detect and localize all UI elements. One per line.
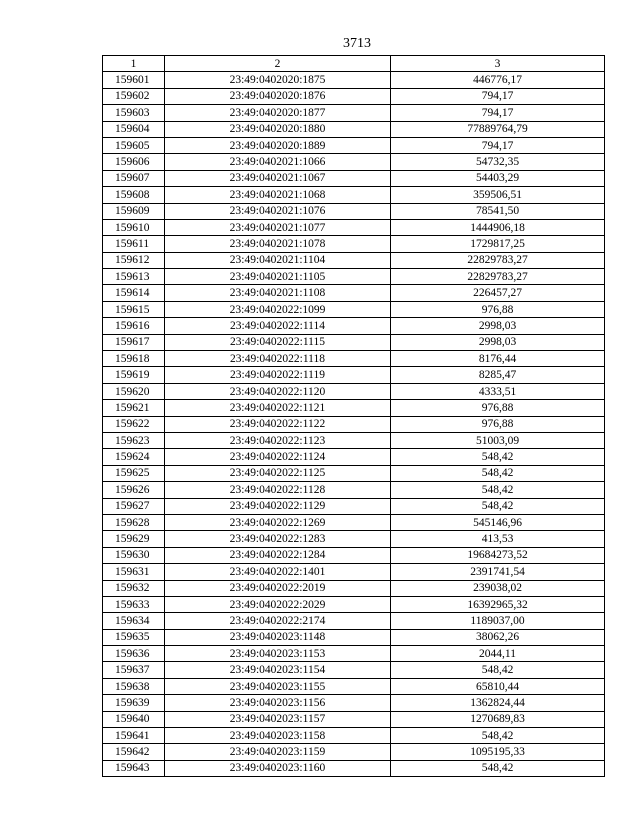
column-header: 2 bbox=[165, 56, 391, 72]
table-row bbox=[103, 514, 605, 530]
table-row bbox=[103, 154, 605, 170]
row-number-cell: 159620 bbox=[103, 383, 165, 399]
table-row bbox=[103, 105, 605, 121]
value-cell: 548,42 bbox=[391, 449, 605, 465]
cadastral-number-cell: 23:49:0402022:1124 bbox=[165, 449, 391, 465]
table-row bbox=[103, 449, 605, 465]
table-row bbox=[103, 269, 605, 285]
value-cell: 22829783,27 bbox=[391, 252, 605, 268]
cadastral-number-cell: 23:49:0402022:2019 bbox=[165, 580, 391, 596]
table-row bbox=[103, 646, 605, 662]
row-number-cell: 159627 bbox=[103, 498, 165, 514]
cadastral-number-cell: 23:49:0402023:1157 bbox=[165, 711, 391, 727]
value-cell: 1444906,18 bbox=[391, 219, 605, 235]
table-row bbox=[103, 629, 605, 645]
column-header: 1 bbox=[103, 56, 165, 72]
row-number-cell: 159613 bbox=[103, 269, 165, 285]
cadastral-number-cell: 23:49:0402022:1119 bbox=[165, 367, 391, 383]
value-cell: 2044,11 bbox=[391, 646, 605, 662]
value-cell: 1095195,33 bbox=[391, 744, 605, 760]
value-cell: 976,88 bbox=[391, 400, 605, 416]
table-row bbox=[103, 760, 605, 776]
table-row bbox=[103, 301, 605, 317]
value-cell: 226457,27 bbox=[391, 285, 605, 301]
row-number-cell: 159622 bbox=[103, 416, 165, 432]
cadastral-number-cell: 23:49:0402022:1269 bbox=[165, 514, 391, 530]
value-cell: 22829783,27 bbox=[391, 269, 605, 285]
row-number-cell: 159605 bbox=[103, 137, 165, 153]
cadastral-number-cell: 23:49:0402021:1066 bbox=[165, 154, 391, 170]
value-cell: 54732,35 bbox=[391, 154, 605, 170]
cadastral-number-cell: 23:49:0402023:1158 bbox=[165, 728, 391, 744]
table-row bbox=[103, 400, 605, 416]
value-cell: 548,42 bbox=[391, 728, 605, 744]
cadastral-number-cell: 23:49:0402023:1148 bbox=[165, 629, 391, 645]
value-cell: 548,42 bbox=[391, 498, 605, 514]
table-row bbox=[103, 465, 605, 481]
table-row bbox=[103, 695, 605, 711]
table-row bbox=[103, 416, 605, 432]
value-cell: 1729817,25 bbox=[391, 236, 605, 252]
row-number-cell: 159616 bbox=[103, 318, 165, 334]
table-body bbox=[103, 72, 605, 777]
table-row bbox=[103, 203, 605, 219]
value-cell: 1270689,83 bbox=[391, 711, 605, 727]
row-number-cell: 159634 bbox=[103, 613, 165, 629]
table-row bbox=[103, 432, 605, 448]
cadastral-number-cell: 23:49:0402022:1115 bbox=[165, 334, 391, 350]
value-cell: 1362824,44 bbox=[391, 695, 605, 711]
row-number-cell: 159623 bbox=[103, 432, 165, 448]
cadastral-number-cell: 23:49:0402023:1155 bbox=[165, 678, 391, 694]
value-cell: 1189037,00 bbox=[391, 613, 605, 629]
row-number-cell: 159602 bbox=[103, 88, 165, 104]
table-row bbox=[103, 252, 605, 268]
row-number-cell: 159633 bbox=[103, 596, 165, 612]
value-cell: 2998,03 bbox=[391, 334, 605, 350]
table-row bbox=[103, 236, 605, 252]
row-number-cell: 159625 bbox=[103, 465, 165, 481]
cadastral-number-cell: 23:49:0402021:1108 bbox=[165, 285, 391, 301]
cadastral-number-cell: 23:49:0402021:1077 bbox=[165, 219, 391, 235]
cadastral-number-cell: 23:49:0402021:1104 bbox=[165, 252, 391, 268]
table-row bbox=[103, 564, 605, 580]
row-number-cell: 159608 bbox=[103, 187, 165, 203]
cadastral-number-cell: 23:49:0402022:1129 bbox=[165, 498, 391, 514]
cadastral-number-cell: 23:49:0402023:1156 bbox=[165, 695, 391, 711]
value-cell: 16392965,32 bbox=[391, 596, 605, 612]
table-row bbox=[103, 187, 605, 203]
cadastral-number-cell: 23:49:0402022:1401 bbox=[165, 564, 391, 580]
table-row bbox=[103, 678, 605, 694]
row-number-cell: 159635 bbox=[103, 629, 165, 645]
cadastral-number-cell: 23:49:0402022:1122 bbox=[165, 416, 391, 432]
row-number-cell: 159611 bbox=[103, 236, 165, 252]
cadastral-value-table bbox=[102, 55, 605, 777]
row-number-cell: 159604 bbox=[103, 121, 165, 137]
cadastral-number-cell: 23:49:0402022:1121 bbox=[165, 400, 391, 416]
table-row bbox=[103, 744, 605, 760]
cadastral-number-cell: 23:49:0402020:1875 bbox=[165, 72, 391, 88]
table-row bbox=[103, 547, 605, 563]
value-cell: 8176,44 bbox=[391, 351, 605, 367]
row-number-cell: 159609 bbox=[103, 203, 165, 219]
cadastral-number-cell: 23:49:0402021:1105 bbox=[165, 269, 391, 285]
table-row bbox=[103, 351, 605, 367]
table-row bbox=[103, 728, 605, 744]
column-header: 3 bbox=[391, 56, 605, 72]
cadastral-number-cell: 23:49:0402022:1283 bbox=[165, 531, 391, 547]
cadastral-number-cell: 23:49:0402022:1114 bbox=[165, 318, 391, 334]
cadastral-number-cell: 23:49:0402022:1125 bbox=[165, 465, 391, 481]
value-cell: 4333,51 bbox=[391, 383, 605, 399]
value-cell: 359506,51 bbox=[391, 187, 605, 203]
cadastral-number-cell: 23:49:0402023:1159 bbox=[165, 744, 391, 760]
row-number-cell: 159601 bbox=[103, 72, 165, 88]
value-cell: 38062,26 bbox=[391, 629, 605, 645]
cadastral-number-cell: 23:49:0402021:1078 bbox=[165, 236, 391, 252]
table-header-row bbox=[103, 56, 605, 72]
cadastral-number-cell: 23:49:0402023:1160 bbox=[165, 760, 391, 776]
cadastral-number-cell: 23:49:0402023:1153 bbox=[165, 646, 391, 662]
value-cell: 2998,03 bbox=[391, 318, 605, 334]
value-cell: 794,17 bbox=[391, 105, 605, 121]
table-row bbox=[103, 498, 605, 514]
cadastral-number-cell: 23:49:0402021:1067 bbox=[165, 170, 391, 186]
table-row bbox=[103, 367, 605, 383]
value-cell: 54403,29 bbox=[391, 170, 605, 186]
value-cell: 976,88 bbox=[391, 416, 605, 432]
value-cell: 446776,17 bbox=[391, 72, 605, 88]
table-row bbox=[103, 334, 605, 350]
row-number-cell: 159629 bbox=[103, 531, 165, 547]
row-number-cell: 159630 bbox=[103, 547, 165, 563]
value-cell: 548,42 bbox=[391, 760, 605, 776]
cadastral-number-cell: 23:49:0402023:1154 bbox=[165, 662, 391, 678]
row-number-cell: 159617 bbox=[103, 334, 165, 350]
cadastral-number-cell: 23:49:0402022:1120 bbox=[165, 383, 391, 399]
cadastral-number-cell: 23:49:0402022:1284 bbox=[165, 547, 391, 563]
cadastral-number-cell: 23:49:0402021:1076 bbox=[165, 203, 391, 219]
cadastral-number-cell: 23:49:0402020:1877 bbox=[165, 105, 391, 121]
value-cell: 51003,09 bbox=[391, 432, 605, 448]
row-number-cell: 159640 bbox=[103, 711, 165, 727]
value-cell: 794,17 bbox=[391, 137, 605, 153]
row-number-cell: 159641 bbox=[103, 728, 165, 744]
cadastral-number-cell: 23:49:0402020:1880 bbox=[165, 121, 391, 137]
row-number-cell: 159612 bbox=[103, 252, 165, 268]
row-number-cell: 159638 bbox=[103, 678, 165, 694]
value-cell: 548,42 bbox=[391, 482, 605, 498]
row-number-cell: 159631 bbox=[103, 564, 165, 580]
row-number-cell: 159615 bbox=[103, 301, 165, 317]
value-cell: 548,42 bbox=[391, 662, 605, 678]
table-row bbox=[103, 88, 605, 104]
table-row bbox=[103, 662, 605, 678]
cadastral-number-cell: 23:49:0402022:1123 bbox=[165, 432, 391, 448]
cadastral-number-cell: 23:49:0402020:1889 bbox=[165, 137, 391, 153]
value-cell: 976,88 bbox=[391, 301, 605, 317]
value-cell: 77889764,79 bbox=[391, 121, 605, 137]
cadastral-number-cell: 23:49:0402022:2029 bbox=[165, 596, 391, 612]
table-row bbox=[103, 219, 605, 235]
value-cell: 2391741,54 bbox=[391, 564, 605, 580]
table-row bbox=[103, 383, 605, 399]
row-number-cell: 159618 bbox=[103, 351, 165, 367]
table-row bbox=[103, 613, 605, 629]
value-cell: 548,42 bbox=[391, 465, 605, 481]
value-cell: 545146,96 bbox=[391, 514, 605, 530]
row-number-cell: 159606 bbox=[103, 154, 165, 170]
row-number-cell: 159639 bbox=[103, 695, 165, 711]
cadastral-number-cell: 23:49:0402022:2174 bbox=[165, 613, 391, 629]
table-row bbox=[103, 482, 605, 498]
cadastral-number-cell: 23:49:0402022:1118 bbox=[165, 351, 391, 367]
value-cell: 8285,47 bbox=[391, 367, 605, 383]
value-cell: 239038,02 bbox=[391, 580, 605, 596]
row-number-cell: 159628 bbox=[103, 514, 165, 530]
table-row bbox=[103, 580, 605, 596]
table-row bbox=[103, 531, 605, 547]
value-cell: 413,53 bbox=[391, 531, 605, 547]
row-number-cell: 159614 bbox=[103, 285, 165, 301]
value-cell: 65810,44 bbox=[391, 678, 605, 694]
row-number-cell: 159632 bbox=[103, 580, 165, 596]
row-number-cell: 159621 bbox=[103, 400, 165, 416]
table-row bbox=[103, 170, 605, 186]
row-number-cell: 159624 bbox=[103, 449, 165, 465]
row-number-cell: 159636 bbox=[103, 646, 165, 662]
cadastral-number-cell: 23:49:0402022:1128 bbox=[165, 482, 391, 498]
row-number-cell: 159626 bbox=[103, 482, 165, 498]
cadastral-number-cell: 23:49:0402022:1099 bbox=[165, 301, 391, 317]
row-number-cell: 159610 bbox=[103, 219, 165, 235]
cadastral-number-cell: 23:49:0402021:1068 bbox=[165, 187, 391, 203]
table-row bbox=[103, 285, 605, 301]
table-row bbox=[103, 121, 605, 137]
table-row bbox=[103, 711, 605, 727]
value-cell: 794,17 bbox=[391, 88, 605, 104]
table-row bbox=[103, 137, 605, 153]
value-cell: 78541,50 bbox=[391, 203, 605, 219]
table-row bbox=[103, 596, 605, 612]
row-number-cell: 159642 bbox=[103, 744, 165, 760]
table-row bbox=[103, 72, 605, 88]
row-number-cell: 159607 bbox=[103, 170, 165, 186]
row-number-cell: 159619 bbox=[103, 367, 165, 383]
page-number: 3713 bbox=[343, 36, 371, 51]
row-number-cell: 159637 bbox=[103, 662, 165, 678]
row-number-cell: 159643 bbox=[103, 760, 165, 776]
cadastral-number-cell: 23:49:0402020:1876 bbox=[165, 88, 391, 104]
table-row bbox=[103, 318, 605, 334]
value-cell: 19684273,52 bbox=[391, 547, 605, 563]
row-number-cell: 159603 bbox=[103, 105, 165, 121]
